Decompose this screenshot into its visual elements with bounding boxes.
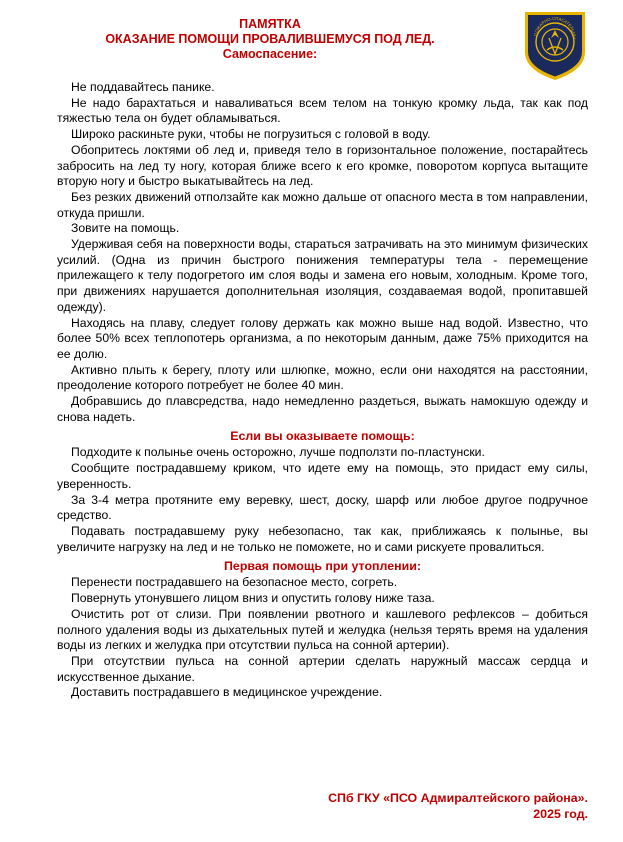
paragraph: Добравшись до плавсредства, надо немедленно раздеться, выжать намокшую одежду и снова надеть. xyxy=(57,394,588,424)
section-title-first-aid: Первая помощь при утоплении: xyxy=(224,559,421,574)
footer xyxy=(328,790,588,822)
paragraph: Не надо барахтаться и наваливаться всем телом на тонкую кромку льда, так как под тяжестью тела он будет обламываться. xyxy=(57,95,588,126)
paragraph: При отсутствии пульса на сонной артерии сделать наружный массаж сердца и искусственное дыхание. xyxy=(57,653,588,684)
help-list xyxy=(57,445,588,555)
footer-year: 2025 год. xyxy=(533,807,588,821)
paragraph: Удерживая себя на поверхности воды, стараться затрачивать на это минимум физических усилий. (Одна из причин быстрого понижения температуры тела - перемещение прилежащего к телу подогретого им слоя воды и замена его новым, холодным. Кроме того, при движениях нарушается дополнительная изоляция, создаваемая водой, пропитавшей одежду). xyxy=(57,237,588,314)
paragraph: Не поддавайтесь панике. xyxy=(71,80,215,94)
first-aid-list xyxy=(57,575,588,701)
paragraph: Зовите на помощь. xyxy=(71,221,180,236)
section-title-help: Если вы оказываете помощь: xyxy=(230,429,415,444)
logo-ring-text: ПОЖАРНО-СПАСАТЕЛЬНЫ xyxy=(533,15,578,40)
self-rescue-list xyxy=(57,80,588,425)
page-title: ПАМЯТКА xyxy=(239,17,301,31)
paragraph: Подходите к полынье очень осторожно, лучше подползти по-пластунски. xyxy=(71,445,485,460)
footer-org: СПб ГКУ «ПСО Адмиралтейского района». xyxy=(328,791,588,805)
paragraph: Сообщите пострадавшему криком, что идете ему на помощь, это придаст ему силы, уверенность. xyxy=(57,461,588,491)
header xyxy=(60,17,480,62)
paragraph: За 3-4 метра протяните ему веревку, шест, доску, шарф или любое другое подручное средство. xyxy=(57,492,588,523)
paragraph: Очистить рот от слизи. При появлении рвотного и кашлевого рефлексов – добиться полного удаления воды из дыхательных путей и желудка (нельзя терять время на удаления воды из легких и желудка при отсутствии пульса на сонной артерии). xyxy=(57,606,588,653)
paragraph: Активно плыть к берегу, плоту или шлюпке, можно, если они находятся на расстоянии, преодоление которого потребует не более 40 мин. xyxy=(57,362,588,393)
paragraph: Широко раскиньте руки, чтобы не погрузиться с головой в воду. xyxy=(71,127,431,142)
paragraph: Доставить пострадавшего в медицинское учреждение. xyxy=(71,685,383,700)
paragraph: Без резких движений отползайте как можно дальше от опасного места в том направлении, откуда пришли. xyxy=(57,189,588,220)
page-subtitle: ОКАЗАНИЕ ПОМОЩИ ПРОВАЛИВШЕМУСЯ ПОД ЛЕД. xyxy=(105,32,435,46)
paragraph: Обопритесь локтями об лед и, приведя тело в горизонтальное положение, постарайтесь забросить на лед ту ногу, которая ближе всего к его кромке, поворотом корпуса вытащите вторую ногу и быстро выкатывайтесь на лед. xyxy=(57,142,588,189)
section-title-self-rescue: Самоспасение: xyxy=(222,47,318,61)
paragraph: Находясь на плаву, следует голову держать как можно выше над водой. Известно, что более 50% всех теплопотерь организма, а по некоторым данным, даже 75% приходится на ее долю. xyxy=(57,315,588,361)
rescue-emblem-icon xyxy=(519,8,591,82)
memo-body xyxy=(57,80,588,701)
paragraph: Перенести пострадавшего на безопасное место, согреть. xyxy=(71,575,398,590)
paragraph: Подавать пострадавшему руку небезопасно, так как, приближаясь к полынье, вы увеличите нагрузку на лед и не только не поможете, но и сами рискуете провалиться. xyxy=(57,523,588,554)
paragraph: Повернуть утонувшего лицом вниз и опустить голову ниже таза. xyxy=(71,591,435,606)
